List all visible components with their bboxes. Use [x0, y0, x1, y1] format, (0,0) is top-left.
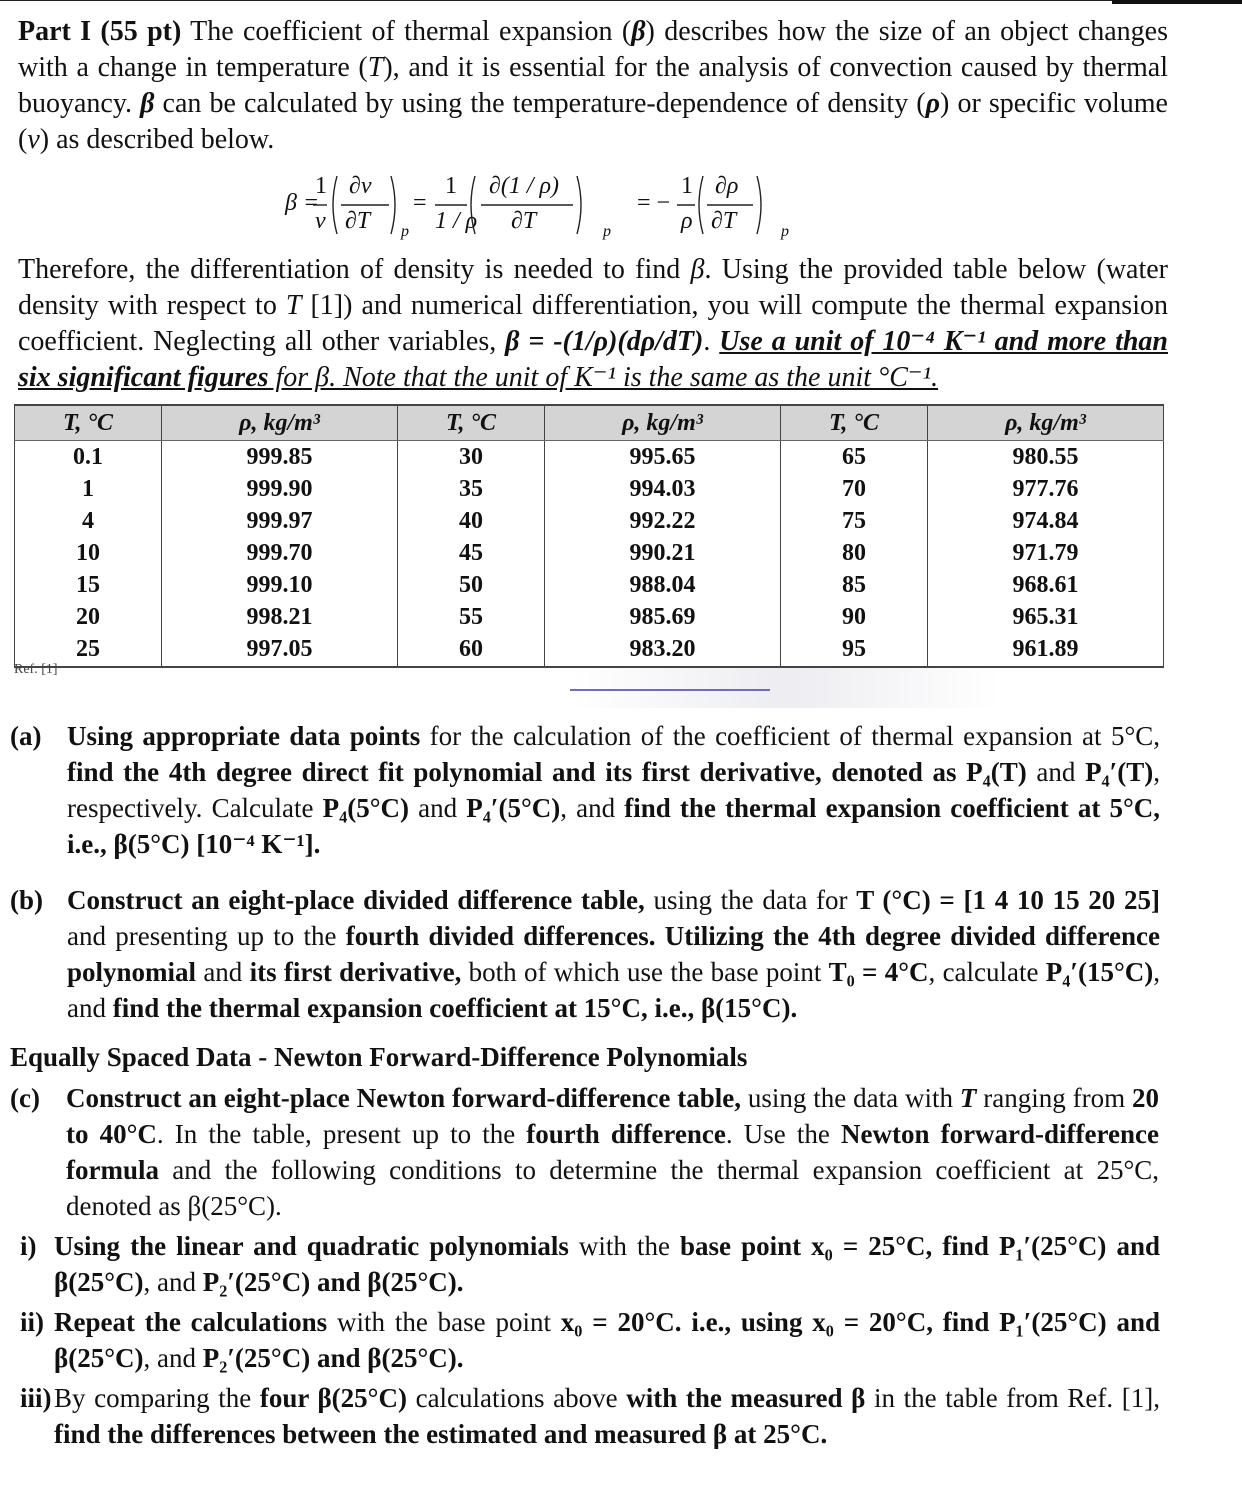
top-border [0, 0, 1242, 4]
table-row [15, 570, 1164, 602]
table-cell: 971.79 [928, 537, 1164, 569]
table-cell: 50 [397, 570, 544, 602]
table-cell: 999.85 [162, 441, 398, 474]
table-row [15, 634, 1164, 667]
table-cell: 4 [15, 505, 162, 537]
table-cell: 999.97 [162, 505, 398, 537]
table-cell: 998.21 [162, 602, 398, 634]
cropped-reference-line: Ref. [1] [14, 662, 58, 677]
table-cell: 980.55 [928, 441, 1164, 474]
table-cell: 1 [15, 473, 162, 505]
table-row [15, 537, 1164, 569]
section-heading: Equally Spaced Data - Newton Forward-Difference Polynomials [10, 1042, 748, 1072]
table-row [15, 505, 1164, 537]
table-cell: 65 [780, 441, 927, 474]
table-cell: 974.84 [928, 505, 1164, 537]
table-cell: 30 [397, 441, 544, 474]
question-c: (c) Construct an eight-place Newton forward-difference table, using the data with T ranging from 20 to 40°C. In the table, present up to the fourth difference. Use the Newton forward-difference formula and the following conditions to determine the thermal expansion coefficient at 25°C, denoted as β(25°C). [10, 1083, 1160, 1221]
question-c-iii: iii) By comparing the four β(25°C) calculations above with the measured β in the table from Ref. [1], find the differences between the estimated and measured β at 25°C. [20, 1383, 1160, 1449]
table-cell: 75 [780, 505, 927, 537]
table-cell: 55 [397, 602, 544, 634]
table-cell: 10 [15, 537, 162, 569]
blurred-region [570, 668, 1000, 708]
blue-underline [570, 689, 770, 691]
question-c-i: i) Using the linear and quadratic polynomials with the base point x₀ = 25°C, find P₁′(25°C) and β(25°C), and P₂′(25°C) and β(25°C). [20, 1231, 1160, 1297]
method-paragraph: Therefore, the differentiation of density is needed to find β. Using the provided table below (water density with respect to T [1]) and numerical differentiation, you will compute the thermal expansion coefficient. Neglecting all other variables, β = -(1/ρ)(dρ/dT). Use a unit of 10⁻⁴ K⁻¹ and more than six significant figures for β. Note that the unit of K⁻¹ is the same as the unit °C⁻¹. [18, 254, 1168, 393]
table-cell: 25 [15, 634, 162, 667]
part-title: Part I (55 pt) [18, 16, 182, 47]
table-cell: 968.61 [928, 570, 1164, 602]
question-b: (b) Construct an eight-place divided difference table, using the data for T (°C) = [1 4 10 15 20 25] and presenting up to the fourth divided differences. Utilizing the 4th degree divided difference polynomial and its first derivative, both of which use the base point T₀ = 4°C, calculate P₄′(15°C), and find the thermal expansion coefficient at 15°C, i.e., β(15°C). [10, 885, 1161, 1023]
table-cell: 45 [397, 537, 544, 569]
table-cell: 35 [397, 473, 544, 505]
table-cell: 977.76 [928, 473, 1164, 505]
table-cell: 40 [397, 505, 544, 537]
intro-paragraph: Part I (55 pt) The coefficient of thermal expansion (β) describes how the size of an object changes with a change in temperature (T), and it is essential for the analysis of convection caused by thermal buoyancy. β can be calculated by using the temperature-dependence of density (ρ) or specific volume (v) as described below. [18, 16, 1169, 155]
beta-equation: β = 1 v ∂v ∂T p = 1 1 / ρ ∂(1 / ρ) ∂T p = − 1 ρ ∂ρ ∂T p [285, 168, 805, 246]
unit-instruction: Use a unit of 10⁻⁴ K⁻¹ and more than [719, 326, 1168, 357]
table-cell: 60 [397, 634, 544, 667]
table-cell: 15 [15, 570, 162, 602]
table-cell: 20 [15, 602, 162, 634]
table-cell: 983.20 [545, 634, 781, 667]
table-cell: 988.04 [545, 570, 781, 602]
table-row [15, 602, 1164, 634]
table-cell: 90 [780, 602, 927, 634]
table-cell: 985.69 [545, 602, 781, 634]
density-table [14, 404, 1164, 668]
table-row [15, 441, 1164, 474]
table-cell: 95 [780, 634, 927, 667]
table-cell: 995.65 [545, 441, 781, 474]
table-cell: 85 [780, 570, 927, 602]
table-cell: 999.10 [162, 570, 398, 602]
question-c-ii: ii) Repeat the calculations with the base point x₀ = 20°C. i.e., using x₀ = 20°C, find P₁′(25°C) and β(25°C), and P₂′(25°C) and β(25°C). [20, 1307, 1160, 1373]
question-a: (a) Using appropriate data points for the calculation of the coefficient of thermal expansion at 5°C, find the 4th degree direct fit polynomial and its first derivative, denoted as P₄(T) and P₄′(T), respectively. Calculate P₄(5°C) and P₄′(5°C), and find the thermal expansion coefficient at 5°C, i.e., β(5°C) [10⁻⁴ K⁻¹]. [10, 721, 1161, 859]
table-row [15, 473, 1164, 505]
table-cell: 999.90 [162, 473, 398, 505]
table-cell: 992.22 [545, 505, 781, 537]
table-cell: 965.31 [928, 602, 1164, 634]
table-cell: 990.21 [545, 537, 781, 569]
table-cell: 994.03 [545, 473, 781, 505]
table-cell: 997.05 [162, 634, 398, 667]
table-cell: 70 [780, 473, 927, 505]
table-cell: 999.70 [162, 537, 398, 569]
table-cell: 961.89 [928, 634, 1164, 667]
table-cell: 0.1 [15, 441, 162, 474]
table-header-row: T, °C ρ, kg/m³ T, °C ρ, kg/m³ T, °C ρ, kg/m³ [15, 405, 1164, 441]
table-cell: 80 [780, 537, 927, 569]
